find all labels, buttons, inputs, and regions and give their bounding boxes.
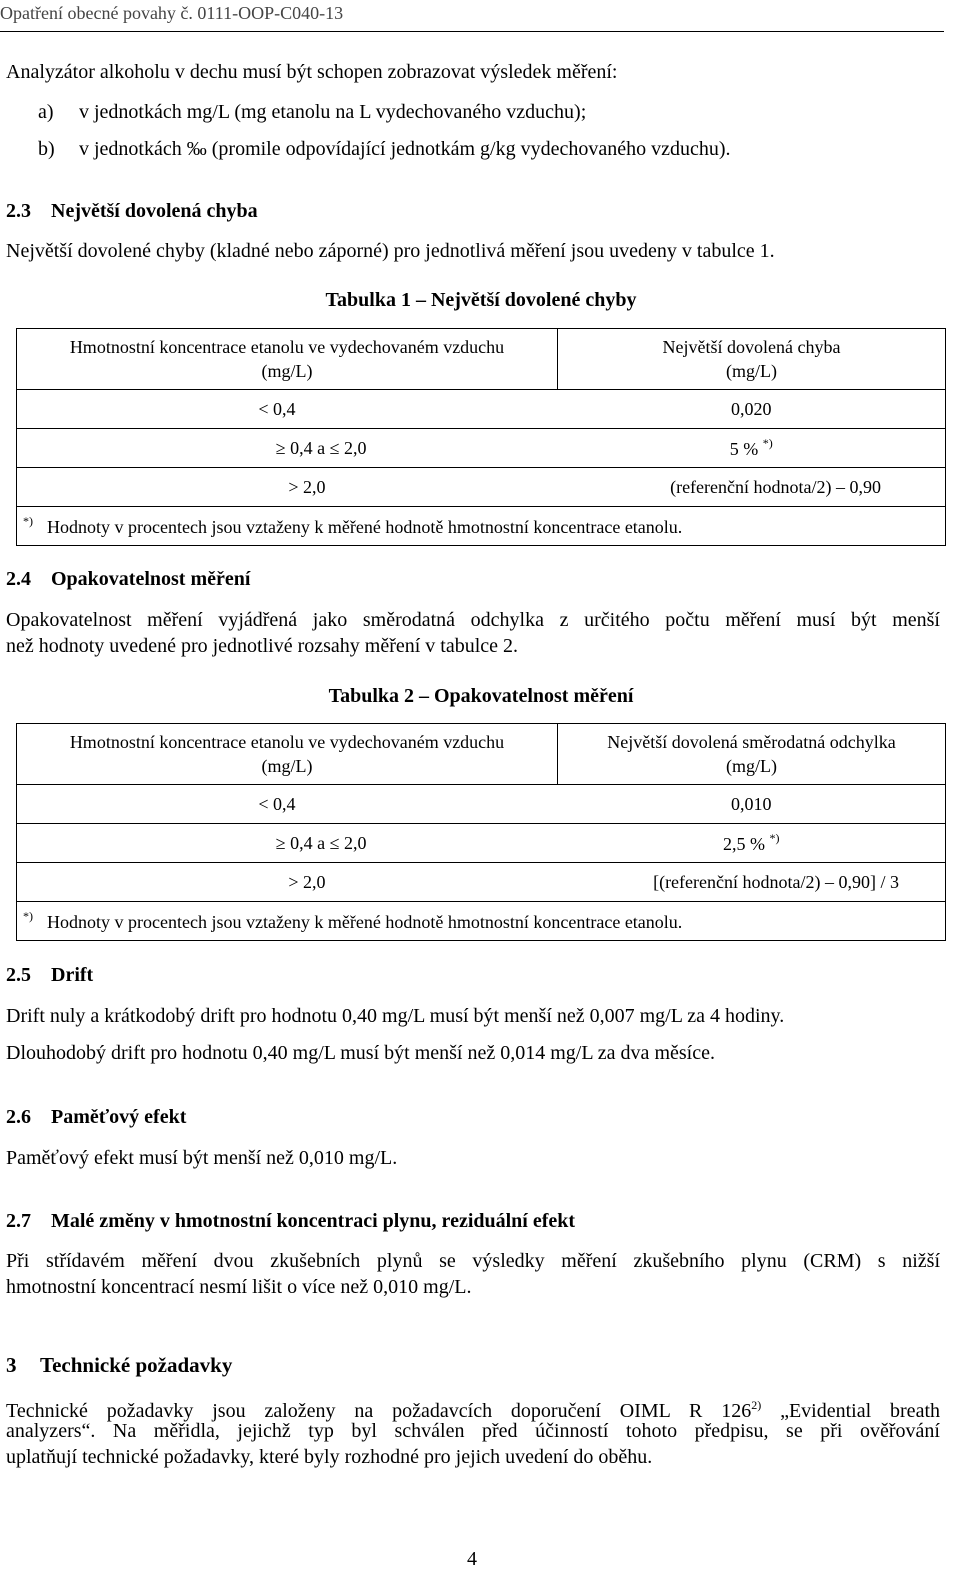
section-3-line3: uplatňují technické požadavky, které byly rozhodné pro jejich uvedení do oběhu. — [6, 1446, 653, 1468]
table2-value-2-cell — [558, 824, 946, 863]
section-2-4-line1: Opakovatelnost měření vyjádřená jako směrodatná odchylka z určitého počtu měření musí být menší — [6, 609, 940, 631]
section-number: 2.6 — [6, 1106, 31, 1128]
table1 — [16, 328, 946, 546]
section-2-5-line1: Drift nuly a krátkodobý drift pro hodnotu 0,40 mg/L musí být menší než 0,007 mg/L za 4 hodiny. — [6, 1005, 785, 1027]
reference-mark: 2) — [751, 1398, 762, 1412]
section-2-7-heading — [6, 1208, 575, 1235]
section-2-7-line2: hmotnostní koncentrací nesmí lišit o více než 0,010 mg/L. — [6, 1276, 472, 1298]
table-row — [17, 824, 946, 863]
section-title: Technické požadavky — [40, 1353, 233, 1377]
intro-text: Analyzátor alkoholu v dechu musí být schopen zobrazovat výsledek měření: — [6, 61, 618, 83]
table2-range-2: ≥ 0,4 a ≤ 2,0 — [17, 824, 558, 863]
section-number: 2.7 — [6, 1210, 31, 1232]
table2-footnote: *) Hodnoty v procentech jsou vztaženy k měřené hodnotě hmotnostní koncentrace etanolu. — [23, 909, 683, 932]
section-number: 2.5 — [6, 964, 31, 986]
section-title: Největší dovolená chyba — [51, 200, 258, 222]
list-marker-b: b) — [38, 138, 55, 160]
footnote-mark: *) — [762, 436, 773, 450]
section-3-line2: analyzers“. Na měřidla, jejichž typ byl schválen před účinností tohoto předpisu, se při ověřování — [6, 1420, 940, 1442]
table2-header-col1: Hmotnostní koncentrace etanolu ve vydechovaném vzduchu (mg/L) — [17, 724, 558, 785]
section-2-3-text: Největší dovolené chyby (kladné nebo záporné) pro jednotlivá měření jsou uvedeny v tabulce 1. — [6, 240, 775, 262]
section-2-6-heading — [6, 1104, 186, 1131]
table1-caption: Tabulka 1 – Největší dovolené chyby — [325, 289, 637, 311]
section-number: 2.4 — [6, 568, 31, 590]
table-row — [17, 785, 946, 824]
section-2-5-line2: Dlouhodobý drift pro hodnotu 0,40 mg/L musí být menší než 0,014 mg/L za dva měsíce. — [6, 1042, 715, 1064]
section-2-7-line1: Při střídavém měření dvou zkušebních plynů se výsledky měření zkušebního plynu (CRM) s nižší — [6, 1250, 940, 1272]
table1-range-3: > 2,0 — [17, 468, 558, 507]
footnote-mark: *) — [769, 831, 780, 845]
section-title: Drift — [51, 964, 94, 986]
table1-range-1: < 0,4 — [17, 390, 558, 429]
table2-header-col2: Největší dovolená směrodatná odchylka (mg/L) — [558, 724, 946, 785]
table1-value-2-cell — [558, 429, 946, 468]
table1-value-3: (referenční hodnota/2) – 0,90 — [558, 468, 946, 507]
table2-caption: Tabulka 2 – Opakovatelnost měření — [328, 685, 634, 707]
table-row — [17, 863, 946, 902]
section-2-4-line2: než hodnoty uvedené pro jednotlivé rozsahy měření v tabulce 2. — [6, 635, 519, 657]
list-item-b: v jednotkách ‰ (promile odpovídající jednotkám g/kg vydechovaného vzduchu). — [79, 138, 731, 160]
header-rule — [0, 31, 944, 32]
section-3-heading — [6, 1352, 232, 1379]
table1-value-2: 5 % — [729, 439, 759, 459]
list-marker-a: a) — [38, 101, 54, 123]
table1-header-col1: Hmotnostní koncentrace etanolu ve vydechovaném vzduchu (mg/L) — [17, 329, 558, 390]
table2-value-3: [(referenční hodnota/2) – 0,90] / 3 — [558, 863, 946, 902]
table1-header-col2: Největší dovolená chyba (mg/L) — [558, 329, 946, 390]
section-2-4-heading — [6, 566, 250, 593]
table1-range-2: ≥ 0,4 a ≤ 2,0 — [17, 429, 558, 468]
section-title: Opakovatelnost měření — [51, 568, 251, 590]
table2 — [16, 723, 946, 941]
table1-footnote: *) Hodnoty v procentech jsou vztaženy k měřené hodnotě hmotnostní koncentrace etanolu. — [23, 514, 683, 537]
list-item-a: v jednotkách mg/L (mg etanolu na L vydechovaného vzduchu); — [79, 101, 587, 123]
page-number: 4 — [467, 1548, 477, 1570]
table2-range-3: > 2,0 — [17, 863, 558, 902]
table2-value-2: 2,5 % — [723, 834, 765, 854]
section-3-line1: Technické požadavky jsou založeny na požadavcích doporučení OIML R 126$^{2)}$ „Evidential breath — [6, 1398, 940, 1422]
section-number: 3 — [6, 1353, 17, 1377]
table2-range-1: < 0,4 — [17, 785, 558, 824]
page-header: Opatření obecné povahy č. 0111-OOP-C040-13 — [0, 3, 344, 23]
section-number: 2.3 — [6, 200, 31, 222]
table2-value-1: 0,010 — [558, 785, 946, 824]
table-row — [17, 429, 946, 468]
section-title: Paměťový efekt — [51, 1106, 187, 1128]
section-2-5-heading — [6, 962, 93, 989]
section-title: Malé změny v hmotnostní koncentraci plynu, reziduální efekt — [51, 1210, 576, 1232]
table1-value-1: 0,020 — [558, 390, 946, 429]
section-2-6-text: Paměťový efekt musí být menší než 0,010 mg/L. — [6, 1147, 398, 1169]
section-2-3-heading — [6, 198, 258, 225]
table-row — [17, 468, 946, 507]
table-row — [17, 390, 946, 429]
